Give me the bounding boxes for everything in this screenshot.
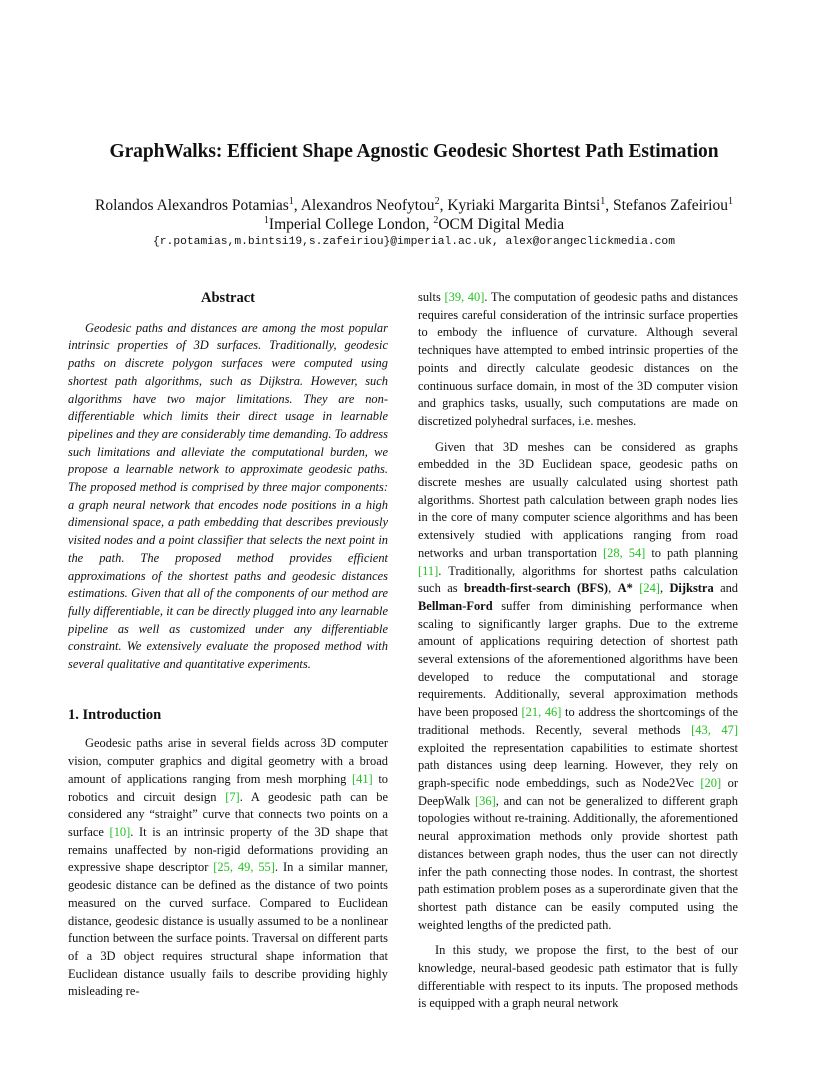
citation-link[interactable]: [39, 40] [444,290,485,304]
citation-link[interactable]: [7] [225,789,240,804]
citation-link[interactable]: [20] [700,775,722,790]
intro-paragraph-continued: sults [39, 40]. The computation of geodesic paths and distances requires careful consideration of the intrinsic surface properties to embody the influence of curvature. Although several techniques have attempted to embed intrinsic properties of the points and directly calculate geodesic distances on the continuous surface domain, in most of the 3D computer vision and graphics tasks, usually, such computations are made on discretized polyhedral surfaces, i.e. meshes. [418,290,738,428]
bold-term: Bellman-Ford [418,598,493,613]
citation-link[interactable]: [36] [474,793,496,808]
abstract-text: Geodesic paths and distances are among the most popular intrinsic properties of 3D surfaces. Traditionally, geodesic paths on discrete polygon surfaces were computed using shortest path algorithms, such as Dijkstra. However, such algorithms have two major limitations. They are non-differentiable which limits their direct usage in learnable pipelines and they are considerably time demanding. To address such limitations and alleviate the computational burden, we propose a learnable network to approximate geodesic paths. The proposed method is comprised by three major components: a graph neural network that encodes node positions in a high dimensional space, a path embedding that describes previously visited nodes and a point classifier that selects the next point in the path. The proposed method provides efficient approximations of the shortest paths and geodesic distances estimations. Given that all of the components of our method are fully differentiable, it can be directly plugged into any learnable pipeline as well as customized under any differentiable constraint. We extensively evaluate the proposed method with several qualitative and quantitative experiments. [68,320,388,672]
affiliation-name: Imperial College London [268,216,426,233]
author-name: Rolandos Alexandros Potamias [95,197,289,214]
affiliation-number: 1 [263,215,269,226]
author-affiliation-mark: 1 [727,196,733,207]
author-affiliation-mark: 1 [288,196,294,207]
author-block [20,196,808,234]
citation-link[interactable]: [28, 54] [603,545,646,560]
citation-link[interactable]: [43, 47] [691,722,738,737]
intro-paragraph: Geodesic paths arise in several fields across 3D computer vision, computer graphics and digital geometry with a broad amount of applications ranging from mesh morphing [41] to robotics and circuit design [7]. A geodesic path can be considered any “straight” curve that connects two points on a surface [10]. It is an intrinsic property of the 3D shape that remains unaffected by non-rigid deformations providing an expressive shape descriptor [25, 49, 55]. In a similar manner, geodesic distance can be defined as the distance of two points measured on the curved surface. Compared to Euclidean distance, geodesic distance is usually assumed to be a nonlinear function between the surface points. Traversal on different parts of a 3D object requires structural shape information that Euclidean distance usually fails to describe providing highly misleading re- [68,736,388,999]
abstract-heading: Abstract [201,290,255,306]
citation-link[interactable]: [10] [109,824,131,839]
citation-link[interactable]: [41] [351,771,373,786]
citation-link[interactable]: [21, 46] [521,705,562,720]
author-affiliation-mark: 1 [600,196,606,207]
citation-link[interactable]: [11] [418,563,439,578]
affiliation-name: OCM Digital Media [438,216,565,233]
intro-paragraph: In this study, we propose the first, to the best of our knowledge, neural-based geodesic path estimator that is fully differentiable with respect to its inputs. The proposed methods is equipped with a graph neural network [418,943,738,1011]
bold-term: breadth-first-search (BFS) [463,581,609,596]
intro-paragraph: Given that 3D meshes can be considered as graphs embedded in the 3D Euclidean space, geodesic paths on discrete meshes are usually calculated using shortest path algorithms. Shortest path calculation between graph nodes lies in the core of many computer science algorithms and has been extensively studied with applications ranging from road networks and urban transportation [28, 54] to path planning [11]. Traditionally, algorithms for shortest paths calculation such as breadth-first-search (BFS), A* [24], Dijkstra and Bellman-Ford suffer from diminishing performance when scaling to significantly larger graphs. Due to the extreme amount of applications requiring detection of shortest path several extensions of the aforementioned algorithms have been developed to reduce the computational and storage requirements. Additionally, several approximation methods have been proposed [21, 46] to address the shortcomings of the traditional methods. Recently, several methods [43, 47] exploited the representation capabilities to estimate shortest path distances using deep learning. However, they rely on graph-specific node embeddings, such as Node2Vec [20] or DeepWalk [36], and can not be generalized to different graph topologies without re-training. Additionally, the aforementioned neural approximation methods only provide shortest path distances between graph nodes, thus the user can not directly infer the path connecting those nodes. In contrast, the shortest path estimation problem poses as a superordinate given that the shortest path distance can be easily computed using the weighted lengths of the predicted path. [418,439,739,932]
citation-link[interactable]: [24] [639,581,660,596]
author-name: Kyriaki Margarita Bintsi [447,197,601,214]
author-list: Rolandos Alexandros Potamias$^1$, Alexandros Neofytou$^2$, Kyriaki Margarita Bintsi$^1$, Stefanos Zafeiriou$^1$ [95,196,733,214]
affiliation-number: 2 [433,215,439,226]
author-emails: {r.potamias,m.bintsi19,s.zafeiriou}@imperial.ac.uk, alex@orangeclickmedia.com [152,236,675,248]
paper-title: GraphWalks: Efficient Shape Agnostic Geodesic Shortest Path Estimation [109,141,719,162]
affiliation-list: $^1$Imperial College London, $^2$OCM Digital Media [263,215,565,233]
left-column [68,290,388,1001]
right-column [418,289,738,1013]
author-name: Alexandros Neofytou [300,197,435,214]
citation-link[interactable]: [25, 49, 55] [213,860,275,875]
author-affiliation-mark: 2 [434,196,440,207]
bold-term: A* [617,581,633,596]
bold-term: Dijkstra [669,581,714,596]
introduction-heading: 1. Introduction [68,706,162,723]
author-name: Stefanos Zafeiriou [613,197,728,214]
